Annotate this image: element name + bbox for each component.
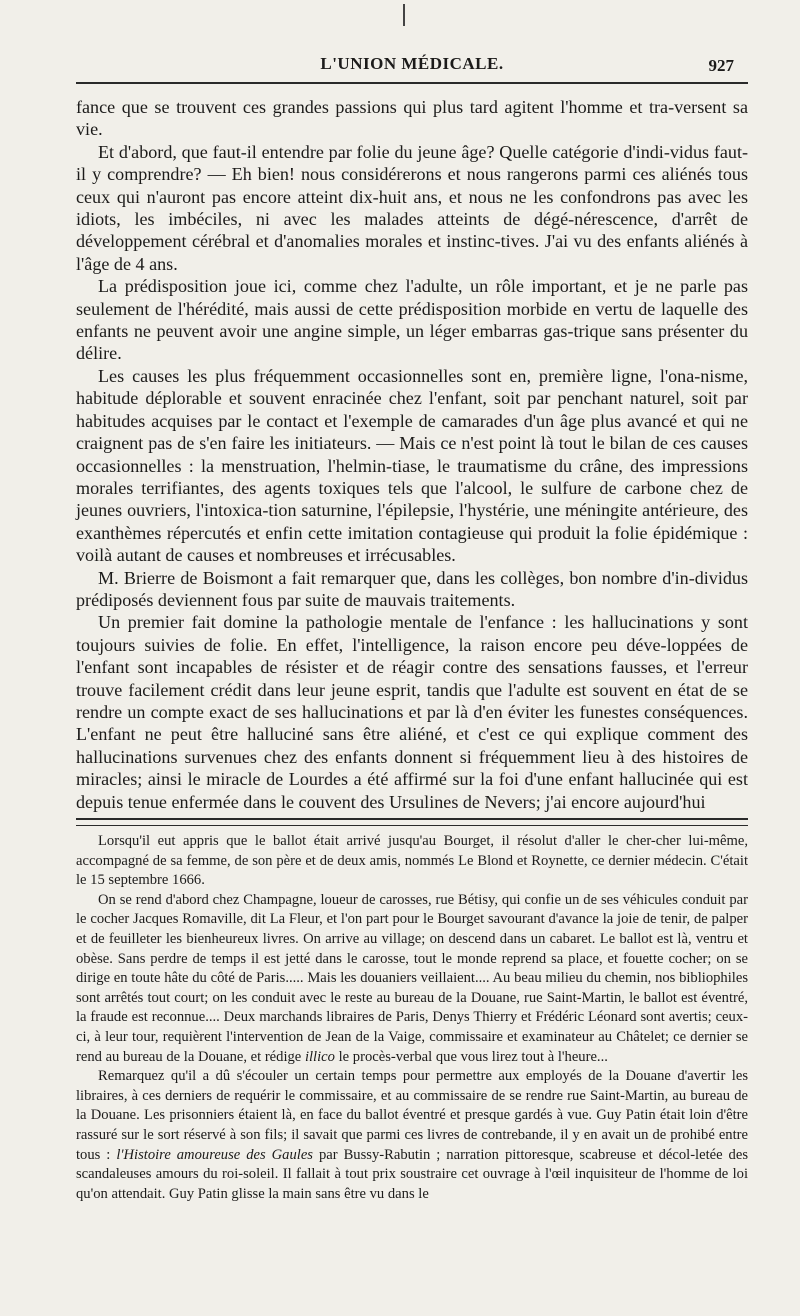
footnote-italic: illico — [304, 1048, 335, 1065]
footnote-paragraph: Lorsqu'il eut appris que le ballot était arrivé jusqu'au Bourget, il résolut d'aller le cher-cher lui-même, accompagné de sa femme, de son père et de deux amis, nommés Le Blond et Roynette, ce dernier médecin. C'était le 15 septembre 1666. — [76, 833, 748, 889]
footnote-italic: l'Histoire amoureuse des Gaules — [116, 1146, 313, 1163]
paragraph: La prédisposition joue ici, comme chez l'adulte, un rôle important, et je ne parle pas seulement de l'hérédité, mais aussi de cette prédisposition morbide en vertu de laquelle des enfants ne peuvent avoir une angine simple, un léger embarras gas-trique sans présenter du délire. — [76, 276, 748, 364]
running-head — [76, 50, 748, 80]
page-number: 927 — [708, 56, 734, 75]
footnote-separator — [76, 818, 748, 826]
journal-title: L'UNION MÉDICALE. — [320, 54, 504, 73]
paragraph: fance que se trouvent ces grandes passions qui plus tard agitent l'homme et tra-versent sa vie. — [76, 97, 748, 140]
paragraph: Les causes les plus fréquemment occasionnelles sont en, première ligne, l'ona-nisme, habitude déplorable et souvent enracinée chez l'enfant, soit par penchant naturel, soit par habitudes acquises par le contact et l'exemple de camarades d'un âge plus avancé et qui ne craignent pas de s'en faire les initiateurs. — Mais ce n'est point là tout le bilan de ces causes occasionnelles : la menstruation, l'helmin-tiase, le traumatisme du crâne, des impressions morales terrifiantes, des agents toxiques tels que l'alcool, le sulfure de carbone chez de jeunes ouvriers, l'intoxica-tion saturnine, l'épilepsie, l'hystérie, une méningite antérieure, des exanthèmes répercutés et enfin cette imitation contagieuse qui produit la folie épidémique : voilà autant de causes et nombreuses et irrécusables. — [76, 365, 748, 566]
footnote-text: Remarquez qu'il a dû s'écouler un certain temps pour permettre aux employés de la Douane d'avertir les libraires, à ces derniers de requérir le commissaire, et au commissaire de se rendre rue Saint-Martin, au bureau de la Douane. Les prisonniers étaient là, en face du ballot éventré et presque gardés à vue. Guy Patin était loin d'être rassuré sur le sort réservé à son fils; il savait que parmi ces livres de contrebande, il y en avait un de prohibé entre tous : — [76, 1068, 748, 1163]
paragraph: M. Brierre de Boismont a fait remarquer que, dans les collèges, bon nombre d'in-dividus prédiposés deviennent fous par suite de mauvais traitements. — [76, 567, 748, 610]
main-text — [76, 96, 748, 813]
footnote — [76, 832, 748, 1204]
footnote-text: le procès-verbal que vous lirez tout à l'heure... — [338, 1048, 608, 1065]
footnote-text: par Bussy-Rabutin ; narration pittoresque, scabreuse et décol-letée des scandaleuses amours du roi-soleil. Il fallait à tout prix soustraire cet ouvrage à l'œil inquisiteur de l'homme de loi qu'on attendait. Guy Patin glisse la main sans être vu dans le — [76, 1146, 749, 1202]
header-rule — [76, 82, 748, 84]
footnote-paragraph — [76, 891, 748, 1067]
footnote-text: On se rend d'abord chez Champagne, loueur de carosses, rue Bétisy, qui confie un de ses véhicules conduit par le cocher Jacques Romaville, dit La Fleur, et l'on part pour le Bourget savourant d'avance la joie de tenir, de palper et de feuilleter les bienheureux livres. On arrive au village; on descend dans un cabaret. Le ballot est là, ventru et obèse. Sans perdre de temps il est jetté dans le carosse, tout le monde reprend sa place, et fouette cocher; on se dirige en toute hâte du côté de Paris..... Mais les douaniers veillaient.... Au beau milieu du chemin, nos bibliophiles sont arrêtés tout court; on les conduit avec le reste au bureau de la Douane, rue Saint-Martin, le ballot est éventré, la fraude est reconnue.... Deux marchands libraires de Paris, Denys Thierry et Frédéric Léonard sont avertis; ceux-ci, à leur tour, requièrent l'intervention de Jean de la Vaige, commissaire et examinateur au Châtelet; ce dernier se rend au bureau de la Douane, et rédige — [76, 891, 748, 1065]
paragraph: Un premier fait domine la pathologie mentale de l'enfance : les hallucinations y sont toujours suivies de folie. En effet, l'intelligence, la raison encore peu déve-loppées de l'enfant sont incapables de résister et de réagir contre des sensations fausses, et l'erreur trouve facilement crédit dans leur jeune esprit, tandis que l'adulte est souvent en état de se rendre un compte exact de ses hallucinations et par là d'en éviter les funestes conséquences. L'enfant ne peut être halluciné sans être aliéné, et c'est ce qui explique comment des hallucinations survenues chez des enfants donnent si fréquemment lieu à des histoires de miracles; ainsi le miracle de Lourdes a été affirmé sur la foi d'une enfant hallucinée qui est depuis tenue enfermée dans le couvent des Ursulines de Nevers; j'ai encore aujourd'hui — [76, 612, 748, 812]
paragraph: Et d'abord, que faut-il entendre par folie du jeune âge? Quelle catégorie d'indi-vidus faut-il y comprendre? — Eh bien! nous considérerons et nous rangerons parmi ces aliénés tous ceux qui n'auront pas encore atteint dix-huit ans, et nous ne les confondrons pas avec les idiots, les imbéciles, ni avec les malades atteints de dégé-nérescence, d'arrêt de développement cérébral et d'anomalies morales et instinc-tives. J'ai vu des enfants aliénés à l'âge de 4 ans. — [76, 141, 748, 274]
footnote-paragraph — [76, 1067, 748, 1204]
margin-mark — [403, 4, 405, 26]
